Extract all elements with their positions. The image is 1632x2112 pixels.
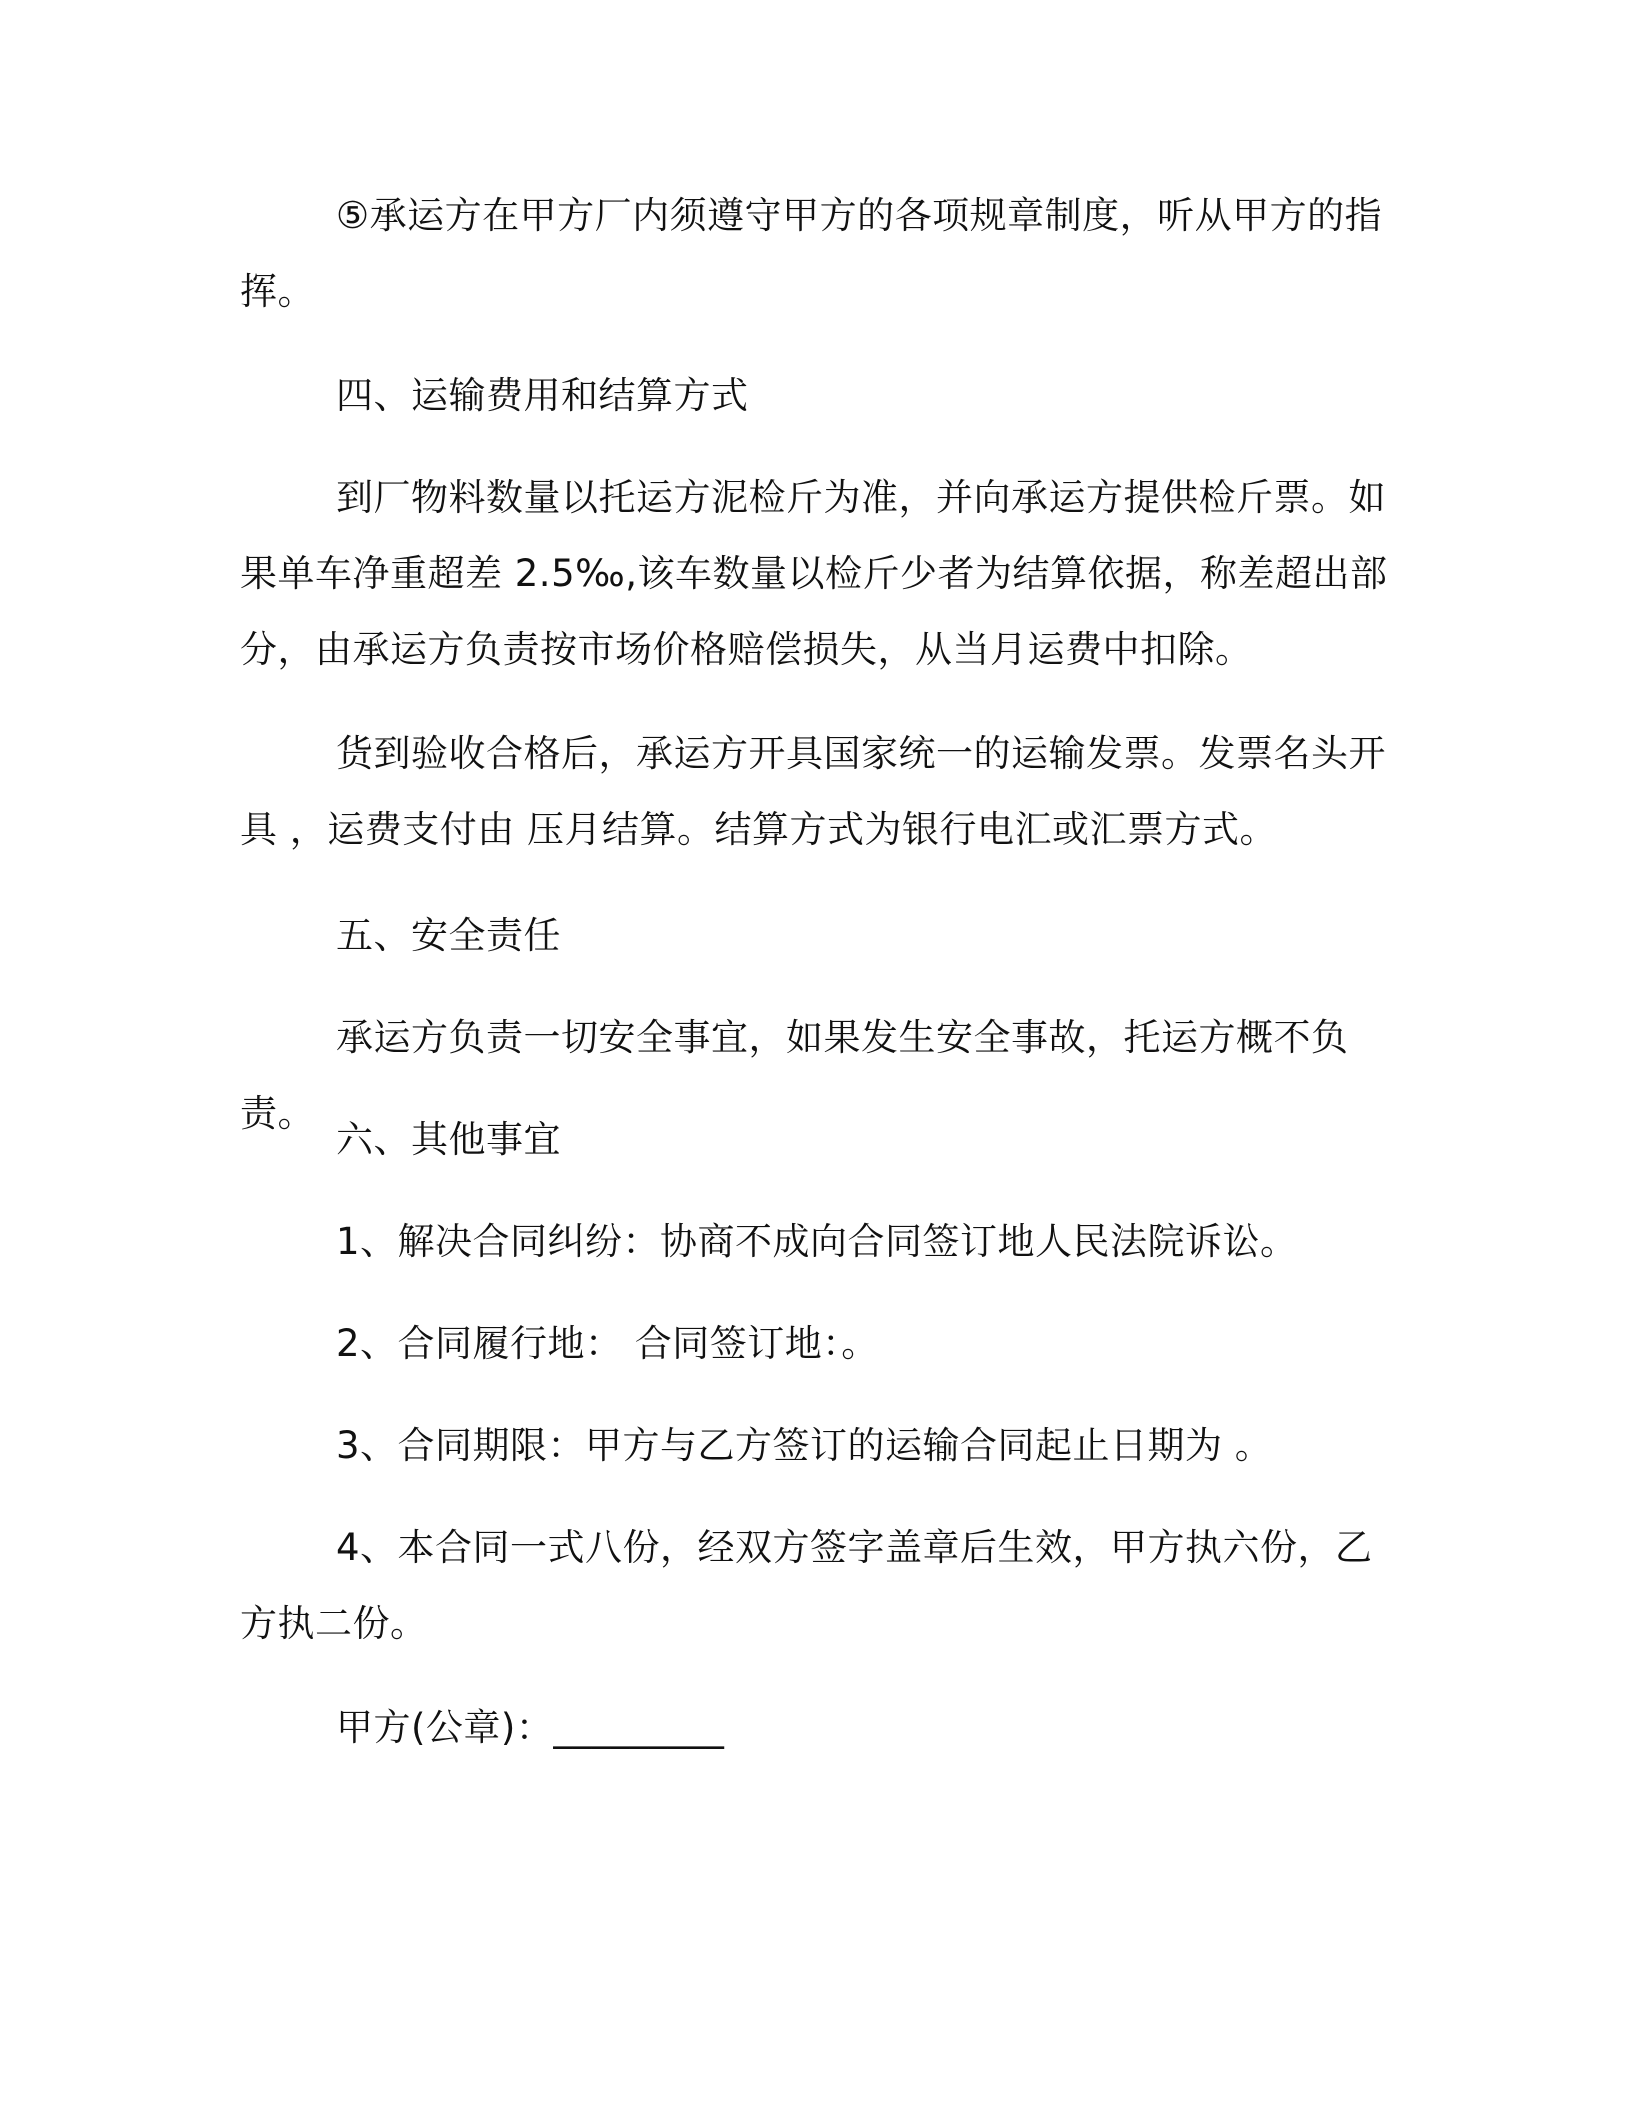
dispute-resolution-item: 1、解决合同纠纷：协商不成向合同签订地人民法院诉讼。 xyxy=(336,1220,1298,1263)
contract-term-item: 3、合同期限：甲方与乙方签订的运输合同起止日期为 。 xyxy=(336,1424,1273,1467)
clause-5-compliance-paragraph: ⑤承运方在甲方厂内须遵守甲方的各项规章制度，听从甲方的指挥。 xyxy=(240,194,1383,313)
section-5-heading: 五、安全责任 xyxy=(336,914,561,957)
copies-validity-item: 4、本合同一式八份，经双方签字盖章后生效，甲方执六份，乙方执二份。 xyxy=(240,1526,1373,1645)
invoice-settlement-paragraph: 货到验收合格后，承运方开具国家统一的运输发票。发票名头开具 ，运费支付由 压月结算。结算方式为银行电汇或汇票方式。 xyxy=(240,732,1386,851)
section-6-heading: 六、其他事宜 xyxy=(336,1118,561,1161)
safety-responsibility-paragraph: 承运方负责一切安全事宜，如果发生安全事故，托运方概不负责。 xyxy=(240,1016,1349,1135)
material-quantity-paragraph: 到厂物料数量以托运方泥检斤为准，并向承运方提供检斤票。如果单车净重超差 2.5‰,该车数量以检斤少者为结算依据，称差超出部分，由承运方负责按市场价格赔偿损失，从当月运费中扣除。 xyxy=(240,476,1388,671)
section-4-heading: 四、运输费用和结算方式 xyxy=(336,374,749,417)
party-a-seal-line: 甲方(公章)：_________ xyxy=(336,1706,725,1749)
performance-place-item: 2、合同履行地： 合同签订地：。 xyxy=(336,1322,879,1365)
